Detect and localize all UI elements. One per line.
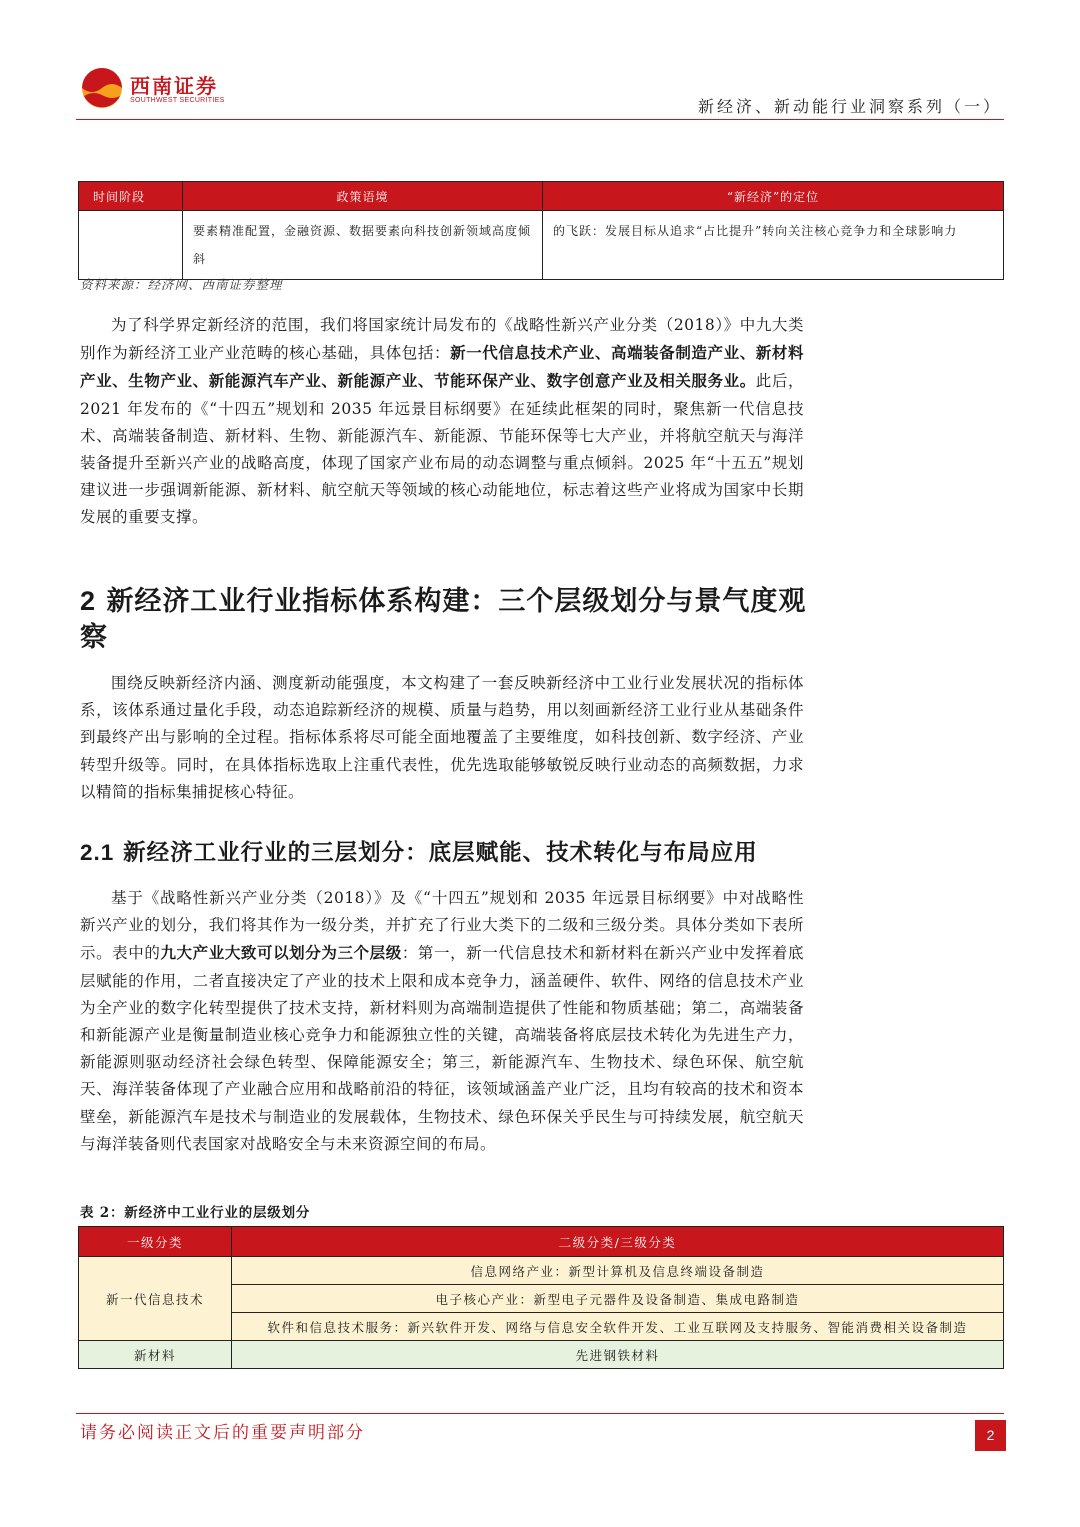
table-source-note: 资料来源：经济网、西南证券整理 xyxy=(80,277,283,292)
table-row xyxy=(79,211,1004,280)
table-caption: 表 2：新经济中工业行业的层级划分 xyxy=(80,1205,311,1221)
col-header-level1: 一级分类 xyxy=(79,1227,232,1257)
paragraph-bold-text: 九大产业大致可以划分为三个层级 xyxy=(160,943,402,963)
subsection-heading xyxy=(80,836,820,870)
paragraph-text: 此后，2021 年发布的《“十四五”规划和 2035 年远景目标纲要》在延续此框架的同时，聚焦新一代信息技术、高端装备制造、新材料、生物、新能源汽车、新能源、节能环保等七大产业，并将航空航天与海洋装备提升至新兴产业的战略高度，体现了国家产业布局的动态调整与重点倾斜。2025 年“十五五”规划建议进一步强调新能源、新材料、航空航天等领域的核心动能地位，标志着这些产业将成为国家中长期发展的重要支撑。 xyxy=(80,372,804,527)
cell-policy: 要素精准配置，金融资源、数据要素向科技创新领域高度倾斜 xyxy=(183,211,543,280)
company-logo xyxy=(80,64,240,114)
policy-table-header xyxy=(79,182,1004,211)
report-series-title: 新经济、新动能行业洞察系列（一） xyxy=(697,97,1002,116)
table-row xyxy=(79,1341,1004,1369)
tier-table-header xyxy=(79,1227,1004,1257)
cell-level1: 新一代信息技术 xyxy=(79,1257,232,1341)
logo-text-cn: 西南证券 xyxy=(130,74,218,98)
col-header-policy: 政策语境 xyxy=(183,182,543,211)
body-paragraph xyxy=(80,312,804,532)
cell-level1: 新材料 xyxy=(79,1341,232,1369)
cell-positioning: 的飞跃：发展目标从追求“占比提升”转向关注核心竞争力和全球影响力 xyxy=(543,211,1004,280)
body-paragraph: 围绕反映新经济内涵、测度新动能强度，本文构建了一套反映新经济中工业行业发展状况的指标体系，该体系通过量化手段，动态追踪新经济的规模、质量与趋势，用以刻画新经济工业行业从基础条件到最终产出与影响的全过程。指标体系将尽可能全面地覆盖了主要维度，如科技创新、数字经济、产业转型升级等。同时，在具体指标选取上注重代表性，优先选取能够敏锐反映行业动态的高频数据，力求以精简的指标集捕捉核心特征。 xyxy=(80,674,804,801)
section-title: 新经济工业行业指标体系构建：三个层级划分与景气度观察 xyxy=(80,586,807,653)
cell-subcategory: 信息网络产业：新型计算机及信息终端设备制造 xyxy=(232,1257,1004,1285)
cell-subcategory: 电子核心产业：新型电子元器件及设备制造、集成电路制造 xyxy=(232,1285,1004,1313)
footer-disclaimer: 请务必阅读正文后的重要声明部分 xyxy=(80,1423,365,1443)
col-header-period: 时间阶段 xyxy=(79,182,183,211)
paragraph-text: 为了科学界定新经济的范围，我们将国家统计局发布的《战略性新兴产业分类（2018）》中九大类别作为新经济工业产业范畴的核心基础，具体包括： xyxy=(80,316,804,363)
logo-emblem-icon xyxy=(80,66,124,110)
footer-divider xyxy=(76,1413,1004,1414)
page-number: 2 xyxy=(975,1420,1006,1451)
col-header-level2-3: 二级分类/三级分类 xyxy=(232,1227,1004,1257)
section-heading xyxy=(80,583,810,656)
body-paragraph xyxy=(80,885,804,1158)
paragraph-text: 基于《战略性新兴产业分类（2018）》及《“十四五”规划和 2035 年远景目标纲要》中对战略性新兴产业的划分，我们将其作为一级分类，并扩充了行业大类下的二级和三级分类。具体分类如下表所示。表中的 xyxy=(80,889,804,963)
cell-subcategory: 先进钢铁材料 xyxy=(232,1341,1004,1369)
policy-table xyxy=(78,181,1004,280)
table-row xyxy=(79,1257,1004,1285)
logo-text-en: SOUTHWEST SECURITIES xyxy=(130,97,225,104)
section-number: 2 xyxy=(80,586,97,616)
paragraph-text: ：第一，新一代信息技术和新材料在新兴产业中发挥着底层赋能的作用，二者直接决定了产业的技术上限和成本竞争力，涵盖硬件、软件、网络的信息技术产业为全产业的数字化转型提供了技术支持，新材料则为高端制造提供了性能和物质基础；第二，高端装备和新能源产业是衡量制造业核心竞争力和能源独立性的关键，高端装备将底层技术转化为先进生产力，新能源则驱动经济社会绿色转型、保障能源安全；第三，新能源汽车、生物技术、绿色环保、航空航天、海洋装备体现了产业融合应用和战略前沿的特征，该领域涵盖产业广泛，且均有较高的技术和资本壁垒，新能源汽车是技术与制造业的发展载体，生物技术、绿色环保关乎民生与可持续发展，航空航天与海洋装备则代表国家对战略安全与未来资源空间的布局。 xyxy=(80,944,804,1153)
industry-tier-table xyxy=(78,1226,1004,1369)
header-divider xyxy=(76,119,1004,120)
col-header-positioning: “新经济”的定位 xyxy=(543,182,1004,211)
cell-subcategory: 软件和信息技术服务：新兴软件开发、网络与信息安全软件开发、工业互联网及支持服务、智能消费相关设备制造 xyxy=(232,1313,1004,1341)
paragraph-bold-text: 新一代信息技术产业、高端装备制造产业、新材料产业、生物产业、新能源汽车产业、新能源产业、节能环保产业、数字创意产业及相关服务业。 xyxy=(80,343,804,391)
subsection-title: 新经济工业行业的三层划分：底层赋能、技术转化与布局应用 xyxy=(123,840,758,866)
subsection-number: 2.1 xyxy=(80,840,115,865)
cell-period xyxy=(79,211,183,280)
